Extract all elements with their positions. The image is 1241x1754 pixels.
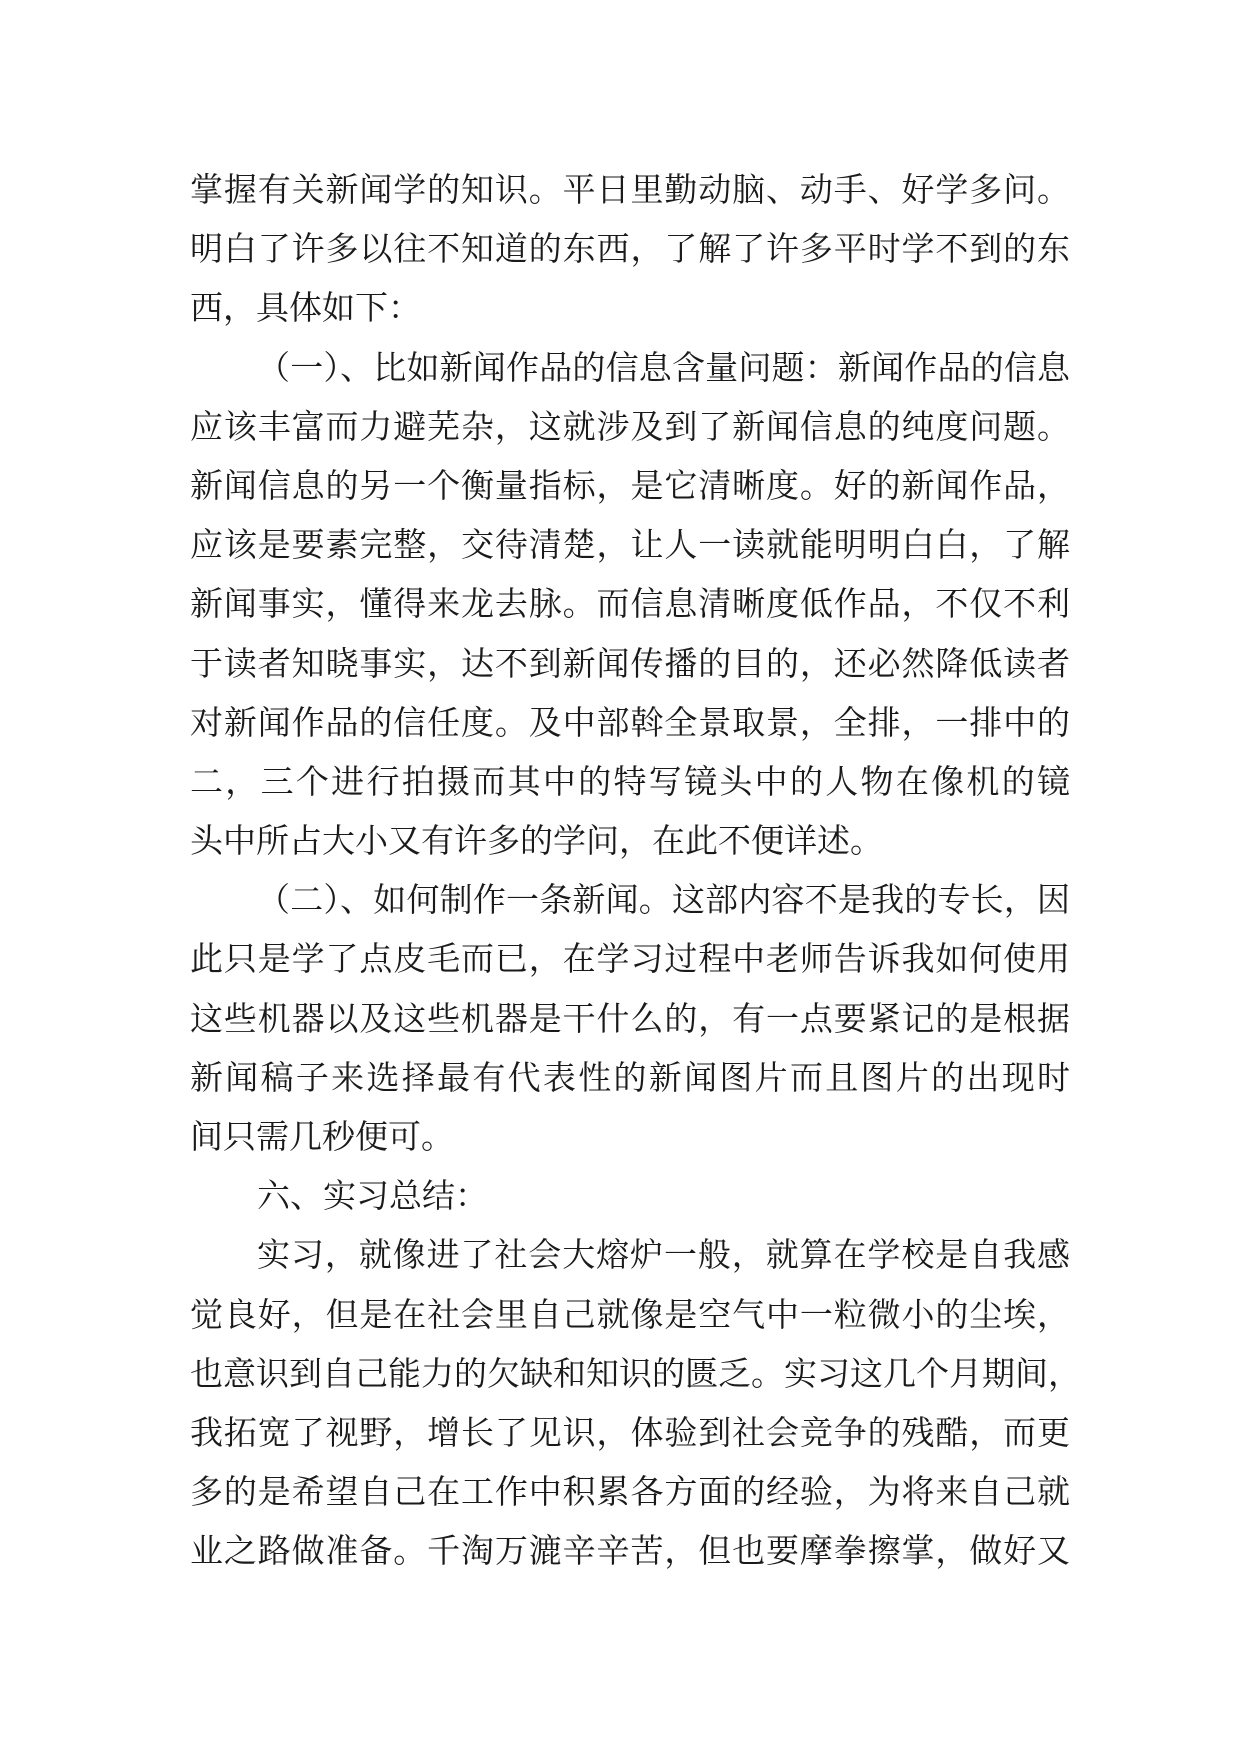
text-line: 我拓宽了视野，增长了见识，体验到社会竞争的残酷，而更 [190, 1412, 1070, 1452]
text-line: （二）、如何制作一条新闻。这部内容不是我的专长，因 [257, 880, 1070, 920]
text-line: 二，三个进行拍摄而其中的特写镜头中的人物在像机的镜 [190, 761, 1070, 801]
text-line: 西，具体如下： [190, 288, 421, 328]
text-line: 这些机器以及这些机器是干什么的，有一点要紧记的是根据 [190, 998, 1070, 1038]
section-heading: 六、实习总结： [257, 1176, 488, 1216]
text-line: 此只是学了点皮毛而已，在学习过程中老师告诉我如何使用 [190, 939, 1070, 979]
text-line: 觉良好，但是在社会里自己就像是空气中一粒微小的尘埃， [190, 1294, 1070, 1334]
body-text [190, 160, 1081, 1581]
text-line: 新闻信息的另一个衡量指标，是它清晰度。好的新闻作品， [190, 465, 1070, 505]
text-line: 新闻稿子来选择最有代表性的新闻图片而且图片的出现时 [190, 1057, 1070, 1097]
text-line: 对新闻作品的信任度。及中部斡全景取景，全排，一排中的 [190, 702, 1070, 742]
text-line: 间只需几秒便可。 [190, 1117, 454, 1156]
text-line: 头中所占大小又有许多的学问，在此不便详述。 [190, 821, 883, 861]
text-line: 应该丰富而力避芜杂，这就涉及到了新闻信息的纯度问题。 [190, 406, 1070, 446]
text-line: 也意识到自己能力的欠缺和知识的匮乏。实习这几个月期间， [190, 1353, 1081, 1393]
text-line: （一）、比如新闻作品的信息含量问题：新闻作品的信息 [257, 347, 1070, 387]
text-line: 实习，就像进了社会大熔炉一般，就算在学校是自我感 [257, 1235, 1070, 1275]
text-line: 多的是希望自己在工作中积累各方面的经验，为将来自己就 [190, 1472, 1070, 1512]
text-line: 掌握有关新闻学的知识。平日里勤动脑、动手、好学多问。 [190, 170, 1070, 209]
text-line: 于读者知晓事实，达不到新闻传播的目的，还必然降低读者 [190, 643, 1070, 683]
text-line: 明白了许多以往不知道的东西，了解了许多平时学不到的东 [190, 229, 1070, 269]
text-line: 应该是要素完整，交待清楚，让人一读就能明明白白，了解 [190, 525, 1070, 565]
text-line: 新闻事实，懂得来龙去脉。而信息清晰度低作品，不仅不利 [190, 584, 1070, 624]
text-line: 业之路做准备。千淘万漉辛辛苦，但也要摩拳擦掌，做好又 [190, 1531, 1070, 1571]
